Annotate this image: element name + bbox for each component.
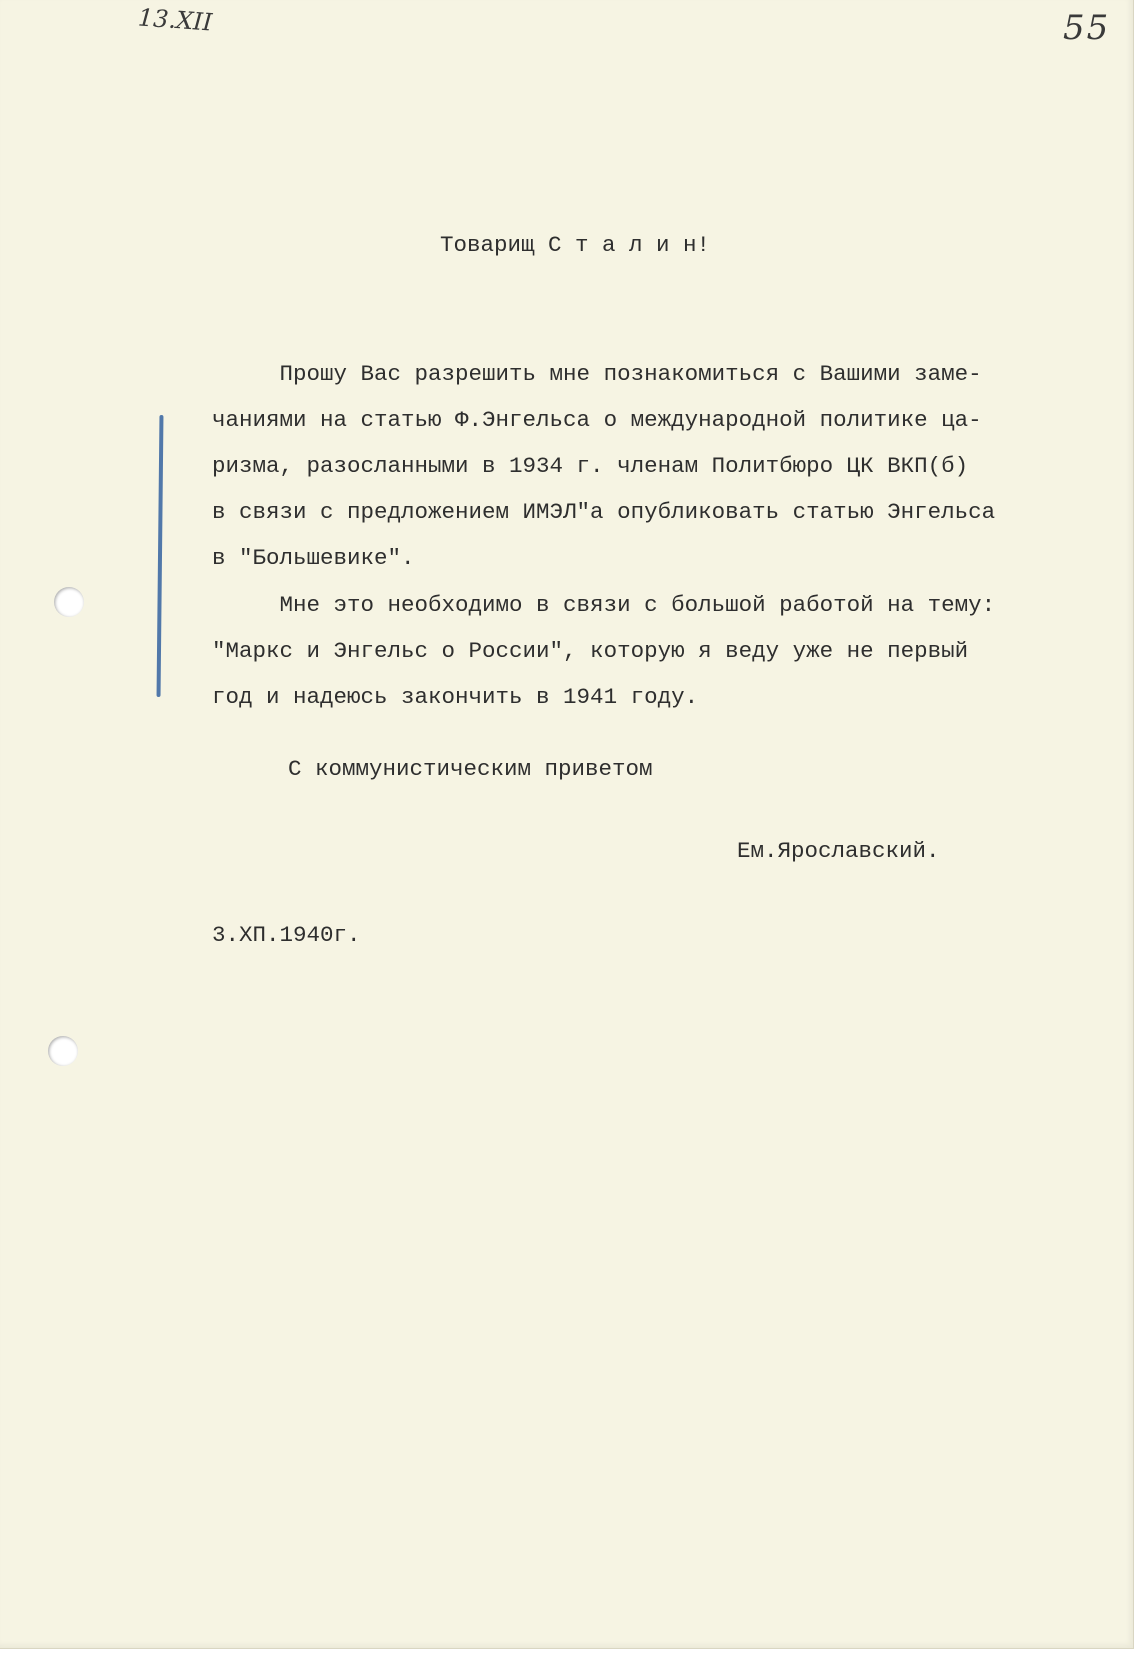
- letter-date: 3.XП.1940г.: [212, 922, 361, 948]
- punch-hole-top: [54, 587, 84, 617]
- text-line: Мне это необходимо в связи с большой работой на тему:: [212, 592, 996, 618]
- text-line: ризма, разосланными в 1934 г. членам Политбюро ЦК ВКП(б): [212, 453, 969, 479]
- text-line: в связи с предложением ИМЭЛ"а опубликовать статью Энгельса: [212, 499, 996, 525]
- text-line: год и надеюсь закончить в 1941 году.: [212, 684, 699, 710]
- closing-line: С коммунистическим приветом: [288, 756, 653, 782]
- punch-hole-bottom: [48, 1036, 78, 1066]
- salutation: Товарищ С т а л и н!: [440, 232, 711, 258]
- text-line: Прошу Вас разрешить мне познакомиться с Вашими заме-: [212, 361, 982, 387]
- margin-pencil-line: [157, 415, 164, 697]
- text-line: чаниями на статью Ф.Энгельса о международной политике ца-: [212, 407, 982, 433]
- text-line: в "Большевике".: [212, 545, 415, 571]
- text-line: "Маркс и Энгельс о России", которую я веду уже не первый: [212, 638, 969, 664]
- signature: Ем.Ярославский.: [737, 838, 940, 864]
- handwritten-date-note: 13.XII: [137, 3, 214, 37]
- handwritten-page-number: 55: [1063, 8, 1111, 48]
